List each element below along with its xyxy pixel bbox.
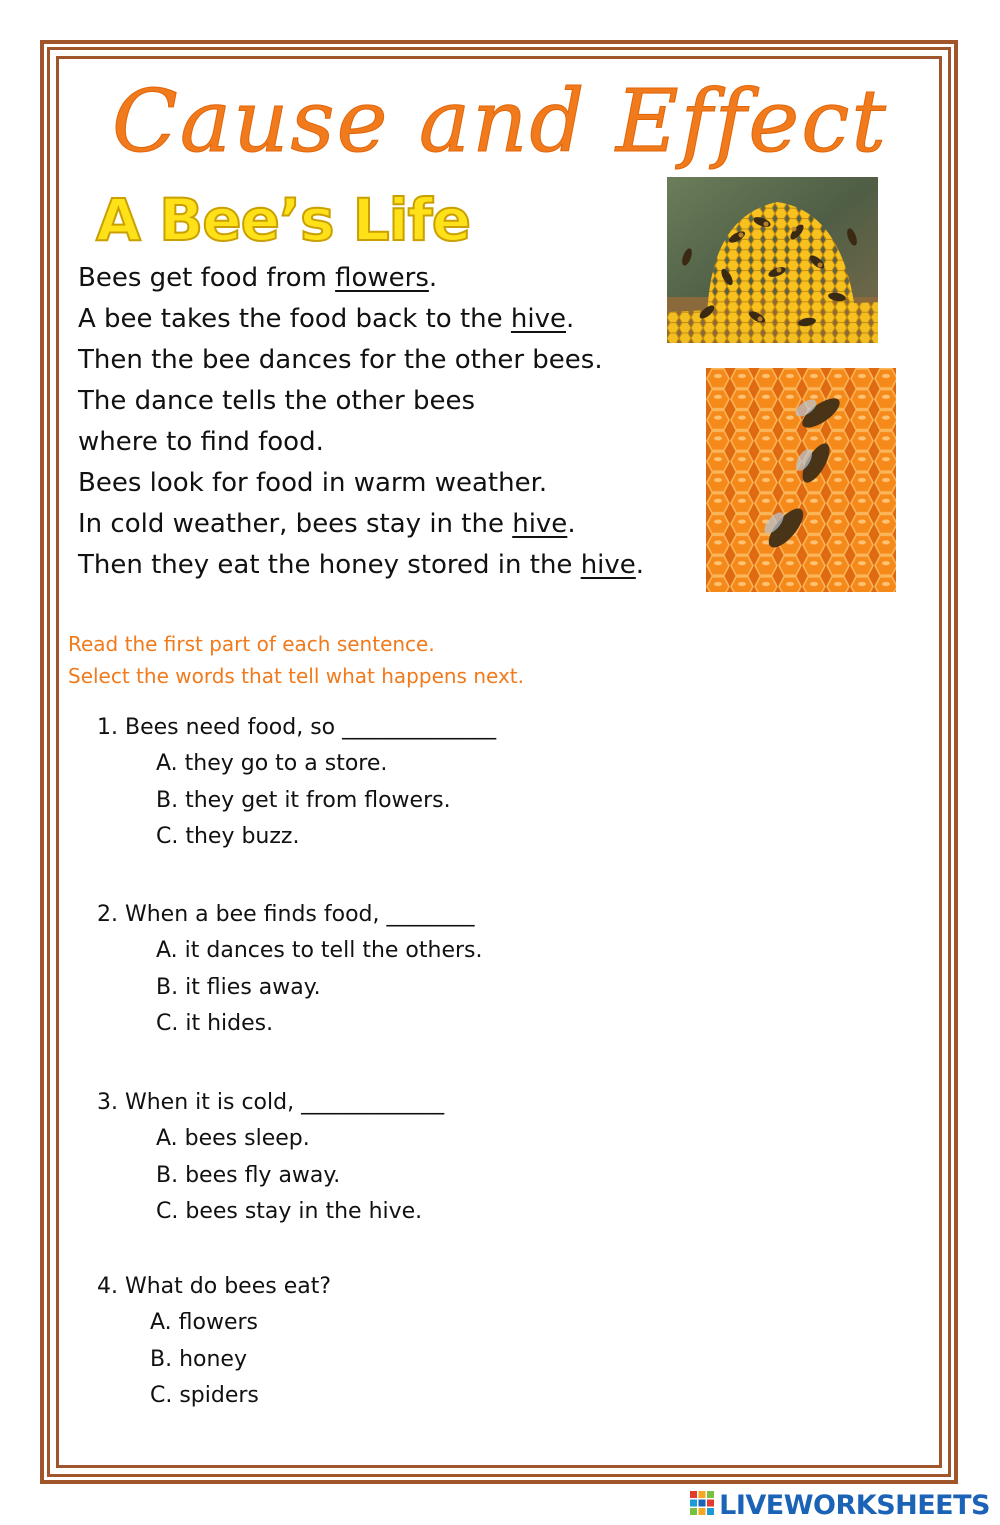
story-text-part: where to find food. [78,427,324,457]
answer-option[interactable]: C. they buzz. [156,824,300,849]
answer-option[interactable]: A. it dances to tell the others. [156,938,483,963]
answer-option[interactable]: B. bees fly away. [156,1162,341,1188]
answer-option[interactable]: B. they get it from flowers. [156,787,451,813]
story-text-part: . [428,263,438,293]
answer-options [97,746,496,856]
story-text-part: In cold weather, bees stay in the [78,509,513,539]
worksheet-title: Cause and Effect [112,72,888,172]
bees-on-honeycomb-photo [667,177,878,343]
liveworksheets-logo-icon [689,1490,715,1520]
story-line [78,545,644,586]
story-line [78,381,644,422]
story-text-part: The dance tells the other bees [78,386,476,416]
story-line [78,299,644,340]
story-text-part: Then the bee dances for the other bees. [78,345,603,375]
question-1 [97,710,496,856]
answer-option[interactable]: C. it hides. [156,1011,274,1036]
answer-option[interactable]: A. they go to a store. [156,751,388,776]
question-stem: 3. When it is cold, _____________ [97,1090,445,1115]
story-line [78,463,644,504]
instructions [68,628,524,692]
answer-options [97,1121,444,1231]
answer-option[interactable]: C. bees stay in the hive. [156,1199,423,1224]
story-line [78,422,644,463]
answer-option[interactable]: A. bees sleep. [156,1126,310,1151]
underlined-word: hive [512,509,568,539]
story-line [78,258,644,299]
question-3 [97,1085,444,1231]
instruction-line: Select the words that tell what happens next. [68,664,524,688]
question-2 [97,897,482,1043]
story-text-part: Bees look for food in warm weather. [78,468,548,498]
liveworksheets-logo-text: LIVEWORKSHEETS [719,1489,990,1521]
story-text-part: . [567,509,576,539]
underlined-word: hive [580,550,636,580]
question-stem: 2. When a bee finds food, ________ [97,902,475,927]
story-text-part: A bee takes the food back to the [78,304,511,334]
underlined-word: hive [510,304,566,334]
story-text-part: Then they eat the honey stored in the [78,550,581,580]
answer-option[interactable]: B. it flies away. [156,974,321,1000]
story-text-part: . [566,304,575,334]
story-text [78,258,644,586]
question-stem: 4. What do bees eat? [97,1274,332,1299]
story-line [78,340,644,381]
story-text-part: . [635,550,645,580]
answer-options [97,933,482,1043]
answer-option[interactable]: A. flowers [150,1310,259,1335]
underlined-word: flowers [335,263,429,293]
question-stem: 1. Bees need food, so ______________ [97,715,497,740]
story-title: A Bee’s Life [96,186,471,254]
honeycomb-closeup-photo [706,368,896,592]
liveworksheets-logo [689,1488,990,1522]
instruction-line: Read the first part of each sentence. [68,632,435,656]
story-text-part: Bees get food from [78,263,336,293]
question-4 [97,1269,331,1415]
answer-option[interactable]: B. honey [150,1346,247,1372]
story-line [78,504,644,545]
answer-options [97,1305,331,1415]
answer-option[interactable]: C. spiders [150,1383,259,1408]
